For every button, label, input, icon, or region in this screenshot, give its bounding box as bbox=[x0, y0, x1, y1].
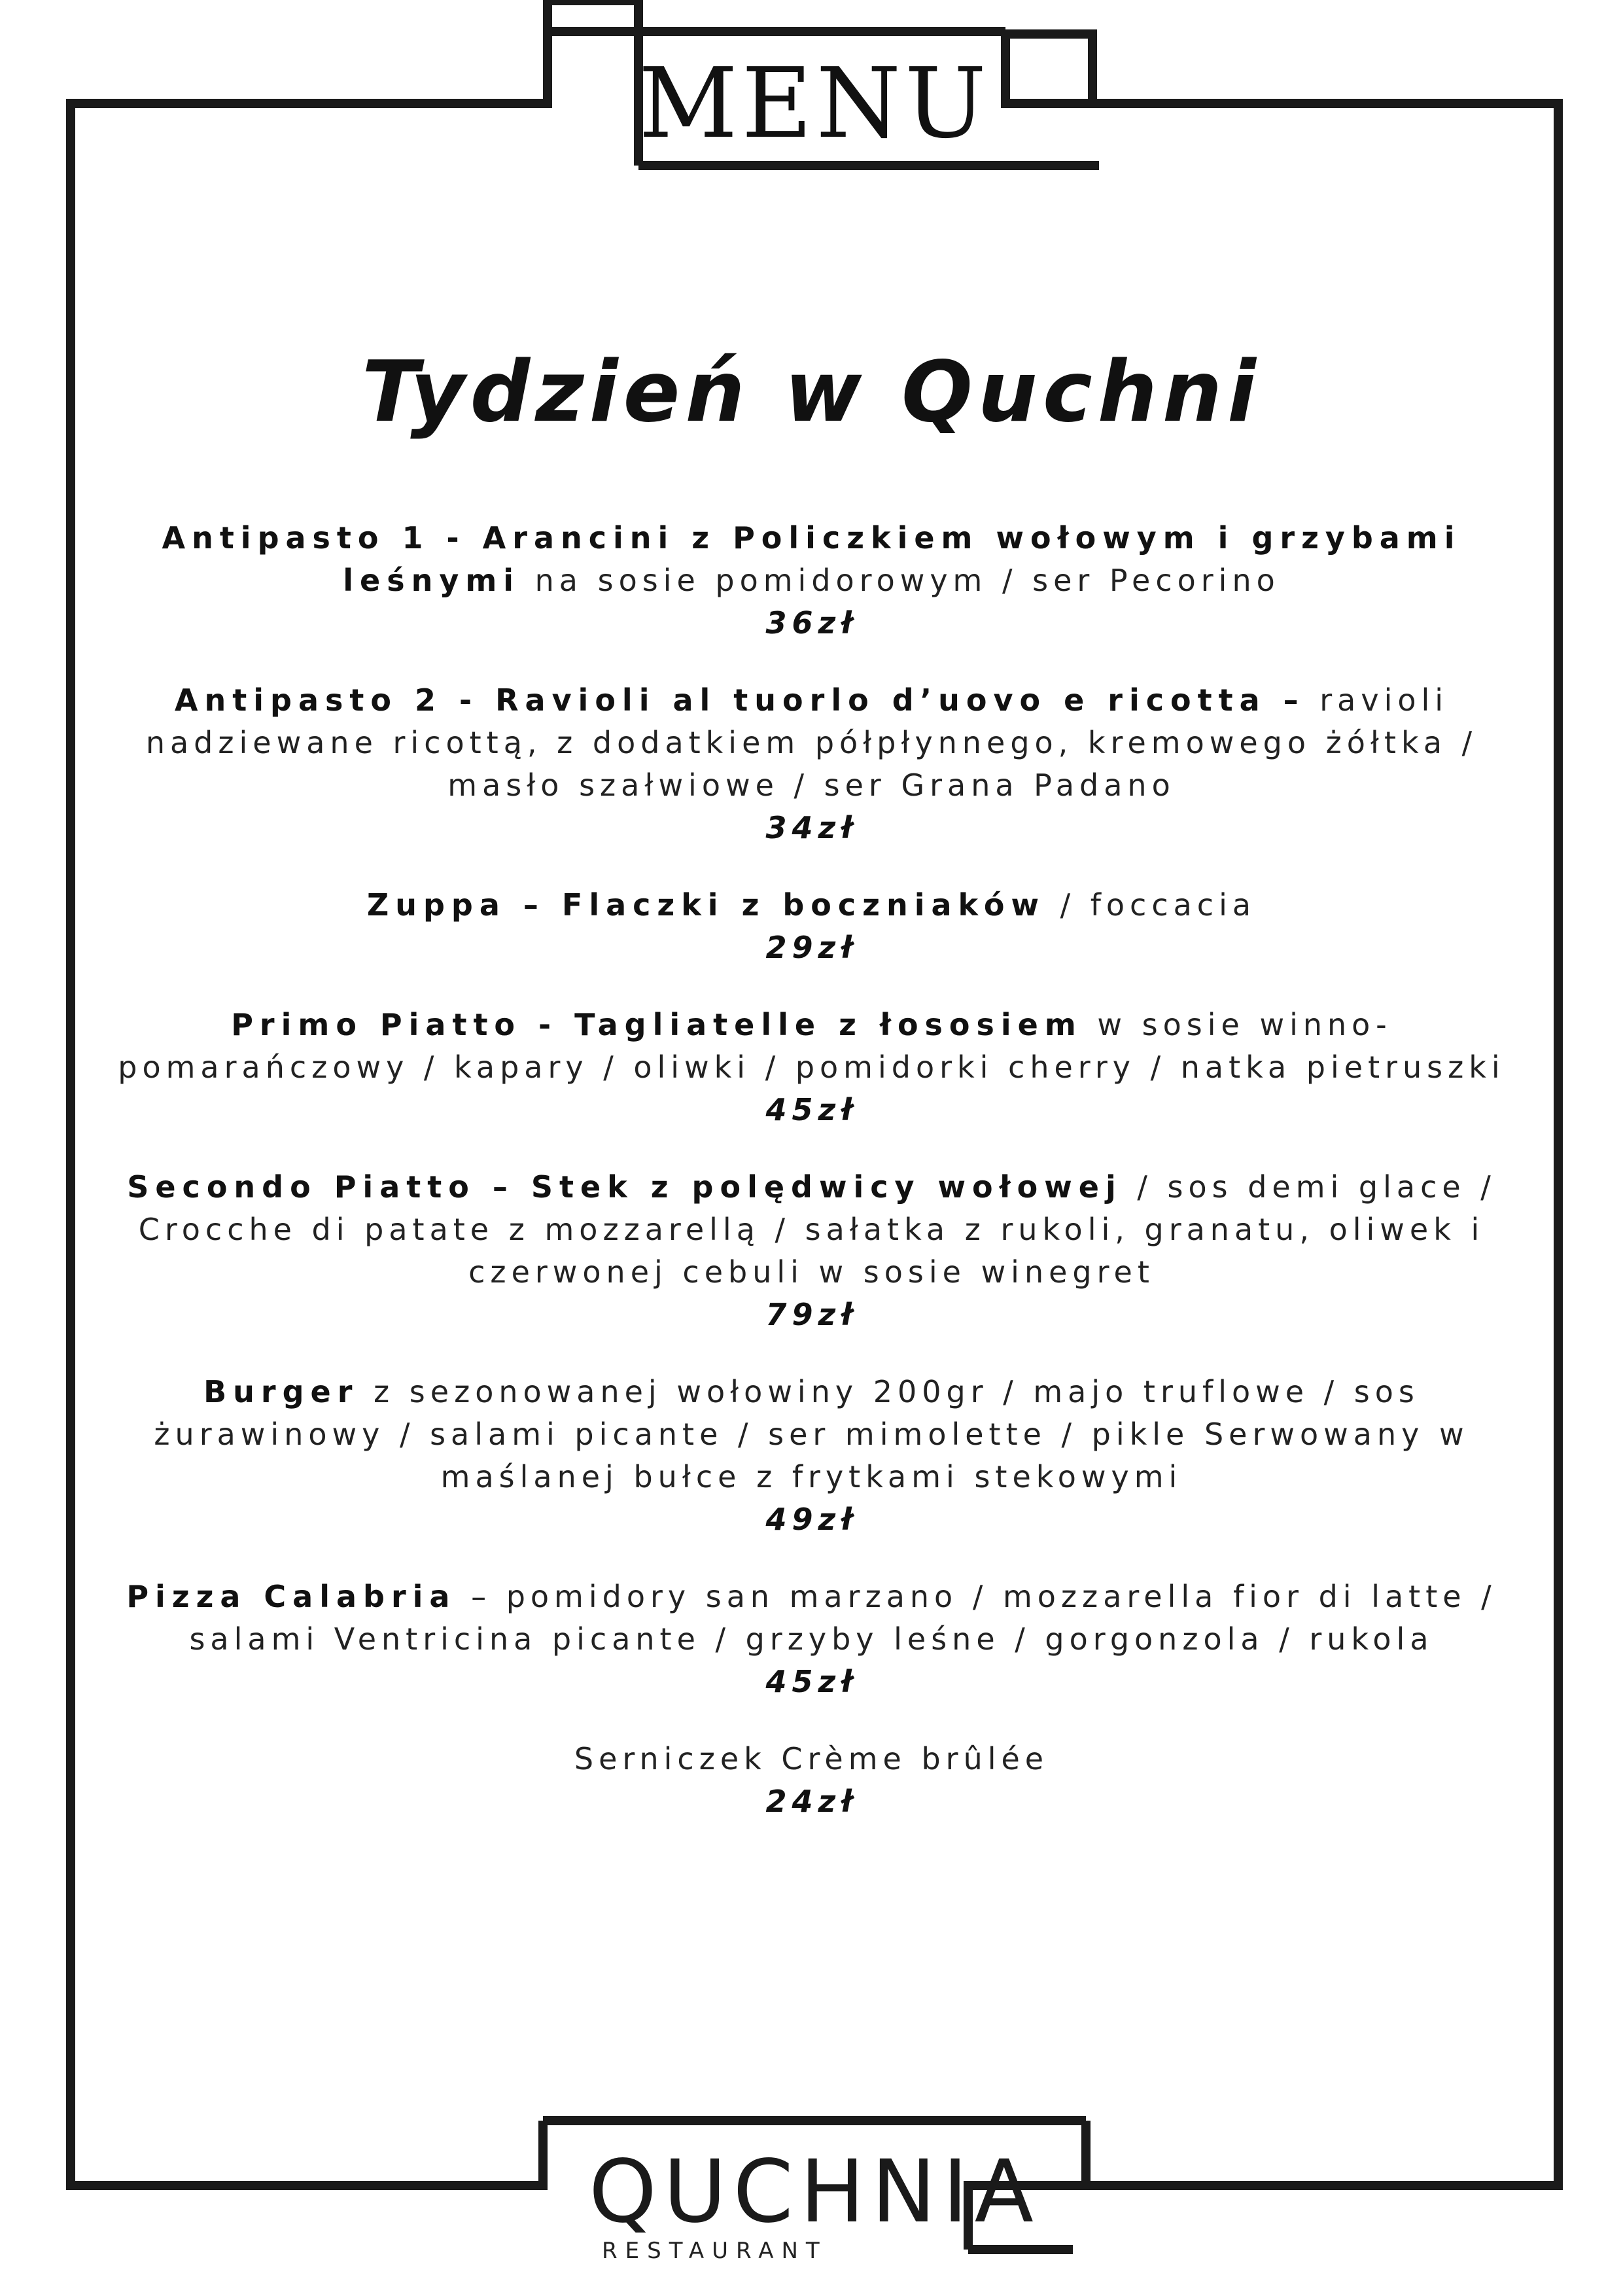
restaurant-logo-subtitle: RESTAURANT bbox=[602, 2238, 828, 2264]
item-description: Serniczek Crème brûlée bbox=[574, 1741, 1049, 1776]
item-name: Pizza Calabria bbox=[126, 1579, 457, 1614]
menu-item-primo-piatto bbox=[105, 1004, 1518, 1131]
item-price: 24zł bbox=[765, 1784, 858, 1819]
item-description: – pomidory san marzano / mozzarella fior di latte / salami Ventricina picante / grzyby leśne / gorgonzola / rukola bbox=[189, 1579, 1497, 1657]
menu-item-secondo-piatto bbox=[105, 1166, 1518, 1336]
item-price: 45zł bbox=[765, 1092, 858, 1127]
item-name: Antipasto 2 - Ravioli al tuorlo d’uovo e ricotta – bbox=[174, 682, 1305, 718]
menu-item-antipasto-2 bbox=[105, 679, 1518, 849]
item-price: 45zł bbox=[765, 1664, 858, 1699]
item-price: 29zł bbox=[765, 930, 858, 965]
menu-item-antipasto-1 bbox=[105, 517, 1518, 645]
item-name: Antipasto 1 - Arancini z Policzkiem wołowym i grzybami leśnymi bbox=[162, 520, 1461, 598]
item-name: Primo Piatto - Tagliatelle z łososiem bbox=[231, 1007, 1083, 1042]
item-description: / foccacia bbox=[1045, 887, 1257, 923]
item-description: / sos demi glace / Crocche di patate z mozzarellą / sałatka z rukoli, granatu, oliwek i czerwonej cebuli w sosie winegret bbox=[138, 1169, 1496, 1290]
frame-top-tab-right bbox=[1005, 34, 1092, 103]
menu-item-dessert bbox=[105, 1738, 1518, 1823]
item-description: ravioli nadziewane ricottą, z dodatkiem półpłynnego, kremowego żółtka / masło szałwiowe / ser Grana Padano bbox=[145, 682, 1478, 803]
item-price: 34zł bbox=[765, 810, 858, 845]
item-name: Zuppa – Flaczki z boczniaków bbox=[366, 887, 1045, 923]
item-name: Secondo Piatto – Stek z polędwicy wołowej bbox=[127, 1169, 1123, 1205]
restaurant-logo-name: QUCHNIA bbox=[589, 2142, 1040, 2242]
menu-heading: MENU bbox=[638, 47, 990, 160]
item-price: 79zł bbox=[765, 1297, 858, 1332]
menu-items-list bbox=[105, 517, 1518, 1858]
menu-item-pizza-calabria bbox=[105, 1576, 1518, 1703]
item-price: 36zł bbox=[765, 605, 858, 641]
item-description: na sosie pomidorowym / ser Pecorino bbox=[520, 563, 1280, 598]
item-description: z sezonowanej wołowiny 200gr / majo truflowe / sos żurawinowy / salami picante / ser mimolette / pikle Serwowany w maślanej bułce z frytkami stekowymi bbox=[154, 1374, 1469, 1494]
item-price: 49zł bbox=[765, 1502, 858, 1537]
menu-item-burger bbox=[105, 1371, 1518, 1541]
item-name: Burger bbox=[203, 1374, 359, 1409]
page-title: Tydzień w Quchni bbox=[362, 344, 1261, 441]
item-description: w sosie winno-pomarańczowy / kapary / oliwki / pomidorki cherry / natka pietruszki bbox=[118, 1007, 1505, 1085]
menu-item-zuppa bbox=[105, 884, 1518, 969]
